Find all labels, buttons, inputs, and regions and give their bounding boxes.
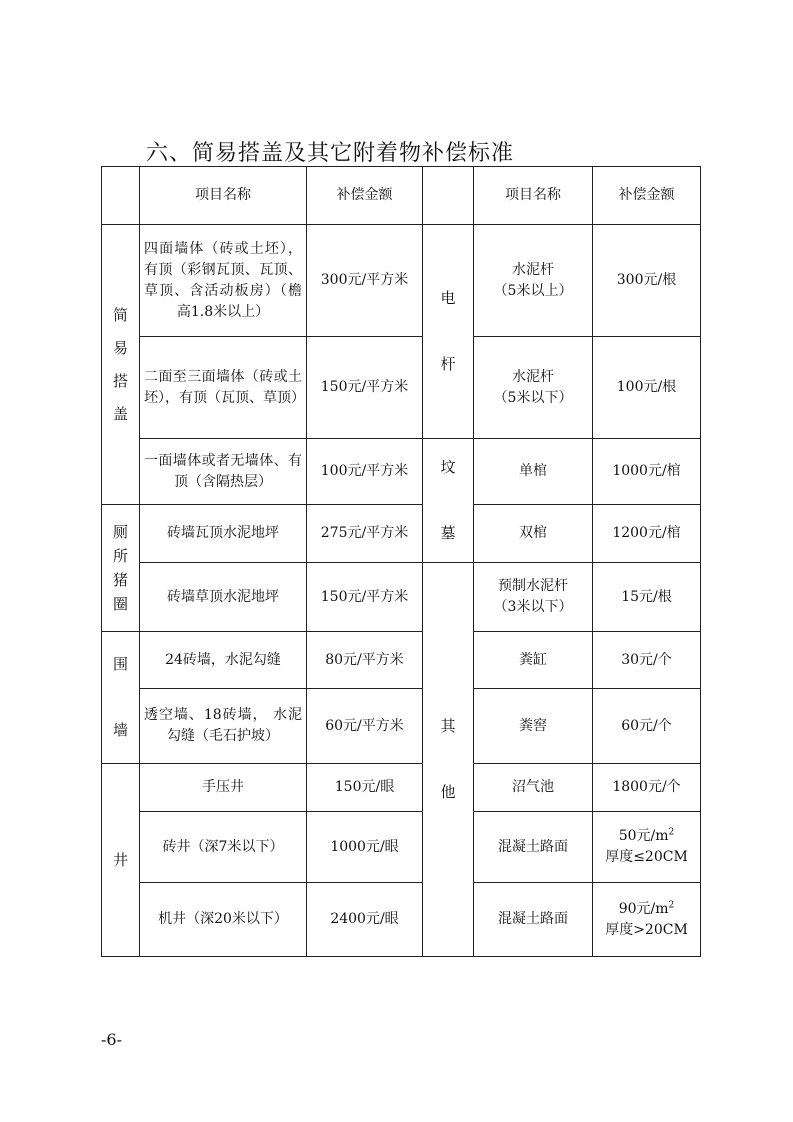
table-row bbox=[102, 764, 701, 812]
item-name-cell: 粪缸 bbox=[474, 632, 593, 689]
item-name-cell: 双棺 bbox=[474, 505, 593, 563]
item-name-cell: 一面墙体或者无墙体、有顶（含隔热层） bbox=[140, 439, 307, 505]
category-cell: 其 他 bbox=[423, 563, 474, 957]
header-blank-cell bbox=[102, 167, 140, 225]
amount-main: 50元/m bbox=[618, 828, 669, 844]
table-header-row bbox=[102, 167, 701, 225]
amount-cell: 300元/平方米 bbox=[307, 225, 423, 337]
amount-sub: 厚度>20CM bbox=[605, 921, 688, 938]
item-name-cell: 混凝土路面 bbox=[474, 883, 593, 957]
amount-cell: 2400元/眼 bbox=[307, 883, 423, 957]
amount-cell: 300元/根 bbox=[593, 225, 701, 337]
header-item-right: 项目名称 bbox=[474, 167, 593, 225]
item-name-cell: 透空墙、18砖墙， 水泥勾缝（毛石护坡） bbox=[140, 689, 307, 764]
item-name-cell: 单棺 bbox=[474, 439, 593, 505]
item-name-cell: 24砖墙，水泥勾缝 bbox=[140, 632, 307, 689]
table-row bbox=[102, 439, 701, 505]
item-name-cell: 砖井（深7米以下） bbox=[140, 812, 307, 883]
table-row bbox=[102, 337, 701, 439]
amount-cell bbox=[593, 883, 701, 957]
table-row bbox=[102, 632, 701, 689]
amount-cell: 100元/根 bbox=[593, 337, 701, 439]
amount-cell: 60元/平方米 bbox=[307, 689, 423, 764]
item-name-cell: 二面至三面墙体（砖或土坯），有顶（瓦顶、草顶） bbox=[140, 337, 307, 439]
category-cell: 围 墙 bbox=[102, 632, 140, 764]
category-cell: 厕 所 猪 圈 bbox=[102, 505, 140, 632]
item-name-cell: 水泥杆 （5米以上） bbox=[474, 225, 593, 337]
table-row bbox=[102, 225, 701, 337]
item-name-cell: 砖墙瓦顶水泥地坪 bbox=[140, 505, 307, 563]
item-name-cell: 机井（深20米以下） bbox=[140, 883, 307, 957]
category-cell: 简 易 搭 盖 bbox=[102, 225, 140, 505]
category-cell: 井 bbox=[102, 764, 140, 957]
item-name-cell: 手压井 bbox=[140, 764, 307, 812]
compensation-table bbox=[101, 166, 701, 957]
amount-cell: 1000元/棺 bbox=[593, 439, 701, 505]
amount-cell: 100元/平方米 bbox=[307, 439, 423, 505]
item-name-cell: 混凝土路面 bbox=[474, 812, 593, 883]
amount-cell: 150元/眼 bbox=[307, 764, 423, 812]
amount-cell: 150元/平方米 bbox=[307, 563, 423, 632]
page-title: 六、简易搭盖及其它附着物补偿标准 bbox=[146, 141, 515, 166]
header-amount-right: 补偿金额 bbox=[593, 167, 701, 225]
table-row bbox=[102, 689, 701, 764]
header-amount-left: 补偿金额 bbox=[307, 167, 423, 225]
amount-cell: 275元/平方米 bbox=[307, 505, 423, 563]
amount-cell: 1200元/棺 bbox=[593, 505, 701, 563]
item-name-cell: 水泥杆 （5米以下） bbox=[474, 337, 593, 439]
amount-cell: 30元/个 bbox=[593, 632, 701, 689]
item-name-cell: 砖墙草顶水泥地坪 bbox=[140, 563, 307, 632]
page-number: -6- bbox=[101, 1030, 122, 1049]
table-row bbox=[102, 563, 701, 632]
item-name-cell: 沼气池 bbox=[474, 764, 593, 812]
amount-cell: 15元/根 bbox=[593, 563, 701, 632]
amount-cell bbox=[593, 812, 701, 883]
item-name-cell: 粪窖 bbox=[474, 689, 593, 764]
header-blank-cell bbox=[423, 167, 474, 225]
table-row bbox=[102, 505, 701, 563]
amount-cell: 150元/平方米 bbox=[307, 337, 423, 439]
table-row bbox=[102, 883, 701, 957]
amount-superscript: 2 bbox=[668, 827, 675, 838]
item-name-cell: 四面墙体（砖或土坯），有顶（彩钢瓦顶、瓦顶、草顶、含活动板房）（檐高1.8米以上） bbox=[140, 225, 307, 337]
amount-main: 90元/m bbox=[618, 900, 669, 917]
header-item-left: 项目名称 bbox=[140, 167, 307, 225]
category-cell: 坟 墓 bbox=[423, 439, 474, 563]
amount-cell: 1000元/眼 bbox=[307, 812, 423, 883]
amount-cell: 1800元/个 bbox=[593, 764, 701, 812]
item-name-cell: 预制水泥杆 （3米以下） bbox=[474, 563, 593, 632]
amount-cell: 80元/平方米 bbox=[307, 632, 423, 689]
amount-sub: 厚度≤20CM bbox=[605, 849, 688, 865]
table-row bbox=[102, 812, 701, 883]
amount-cell: 60元/个 bbox=[593, 689, 701, 764]
category-cell: 电 杆 bbox=[423, 225, 474, 439]
amount-superscript: 2 bbox=[668, 899, 675, 910]
